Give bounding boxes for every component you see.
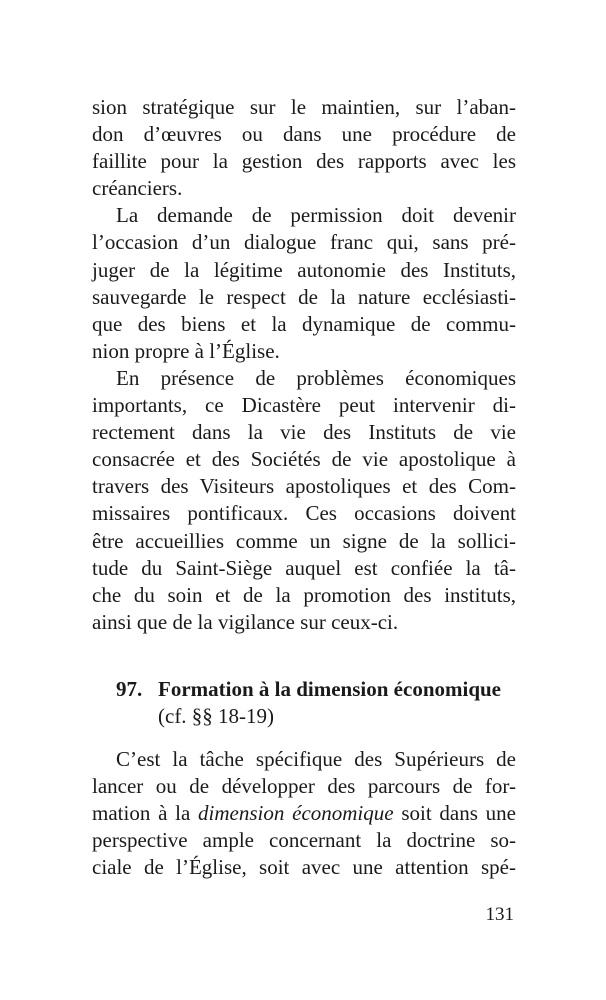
text-line: sauvegarde le respect de la nature ecclésiasti-	[92, 284, 516, 309]
text-line: En présence de problèmes économiques	[116, 365, 516, 390]
section-reference: (cf. §§ 18-19)	[158, 703, 275, 728]
text-line: che du soin et de la promotion des instituts,	[92, 582, 516, 607]
text-line: juger de la légitime autonomie des Instituts,	[92, 257, 516, 282]
text-line-with-emphasis	[92, 800, 516, 827]
text-line: La demande de permission doit devenir	[116, 203, 516, 228]
section-heading	[92, 676, 516, 730]
text-segment: soit dans une	[393, 801, 516, 826]
text-line: créanciers.	[92, 176, 183, 201]
text-line: C’est la tâche spécifique des Supérieurs de	[116, 746, 516, 771]
text-line: rectement dans la vie des Instituts de vie	[92, 420, 516, 445]
text-line: faillite pour la gestion des rapports avec les	[92, 149, 516, 174]
text-line: missaires pontificaux. Ces occasions doivent	[92, 501, 516, 526]
text-line: nion propre à l’Église.	[92, 338, 280, 363]
text-line: que des biens et la dynamique de commu-	[92, 311, 516, 336]
emphasis-text: dimension économique	[198, 801, 394, 826]
section-title: Formation à la dimension économique	[158, 676, 502, 701]
text-line: lancer ou de développer des parcours de for-	[92, 773, 516, 798]
text-line: travers des Visiteurs apostoliques et des Com-	[92, 474, 516, 499]
paragraph-continued	[92, 94, 516, 202]
text-line: importants, ce Dicastère peut intervenir di-	[92, 393, 516, 418]
text-line: ciale de l’Église, soit avec une attention spé-	[92, 855, 516, 880]
text-line: l’occasion d’un dialogue franc qui, sans pré-	[92, 230, 516, 255]
paragraph-formation	[92, 746, 516, 881]
document-page	[92, 94, 516, 881]
text-segment: mation à la	[92, 801, 199, 826]
text-line: perspective ample concernant la doctrine so-	[92, 828, 516, 853]
text-line: sion stratégique sur le maintien, sur l’aban-	[92, 95, 516, 119]
paragraph-economic-problems	[92, 365, 516, 636]
text-line: ainsi que de la vigilance sur ceux-ci.	[92, 609, 399, 634]
paragraph-permission	[92, 202, 516, 365]
text-line: être accueillies comme un signe de la sollici-	[92, 528, 516, 553]
section-number: 97.	[116, 676, 143, 701]
text-line: tude du Saint-Siège auquel est confiée la tâ-	[92, 555, 516, 580]
text-line: don d’œuvres ou dans une procédure de	[92, 122, 516, 147]
text-line: consacrée et des Sociétés de vie apostolique à	[92, 447, 516, 472]
page-number: 131	[485, 904, 514, 925]
